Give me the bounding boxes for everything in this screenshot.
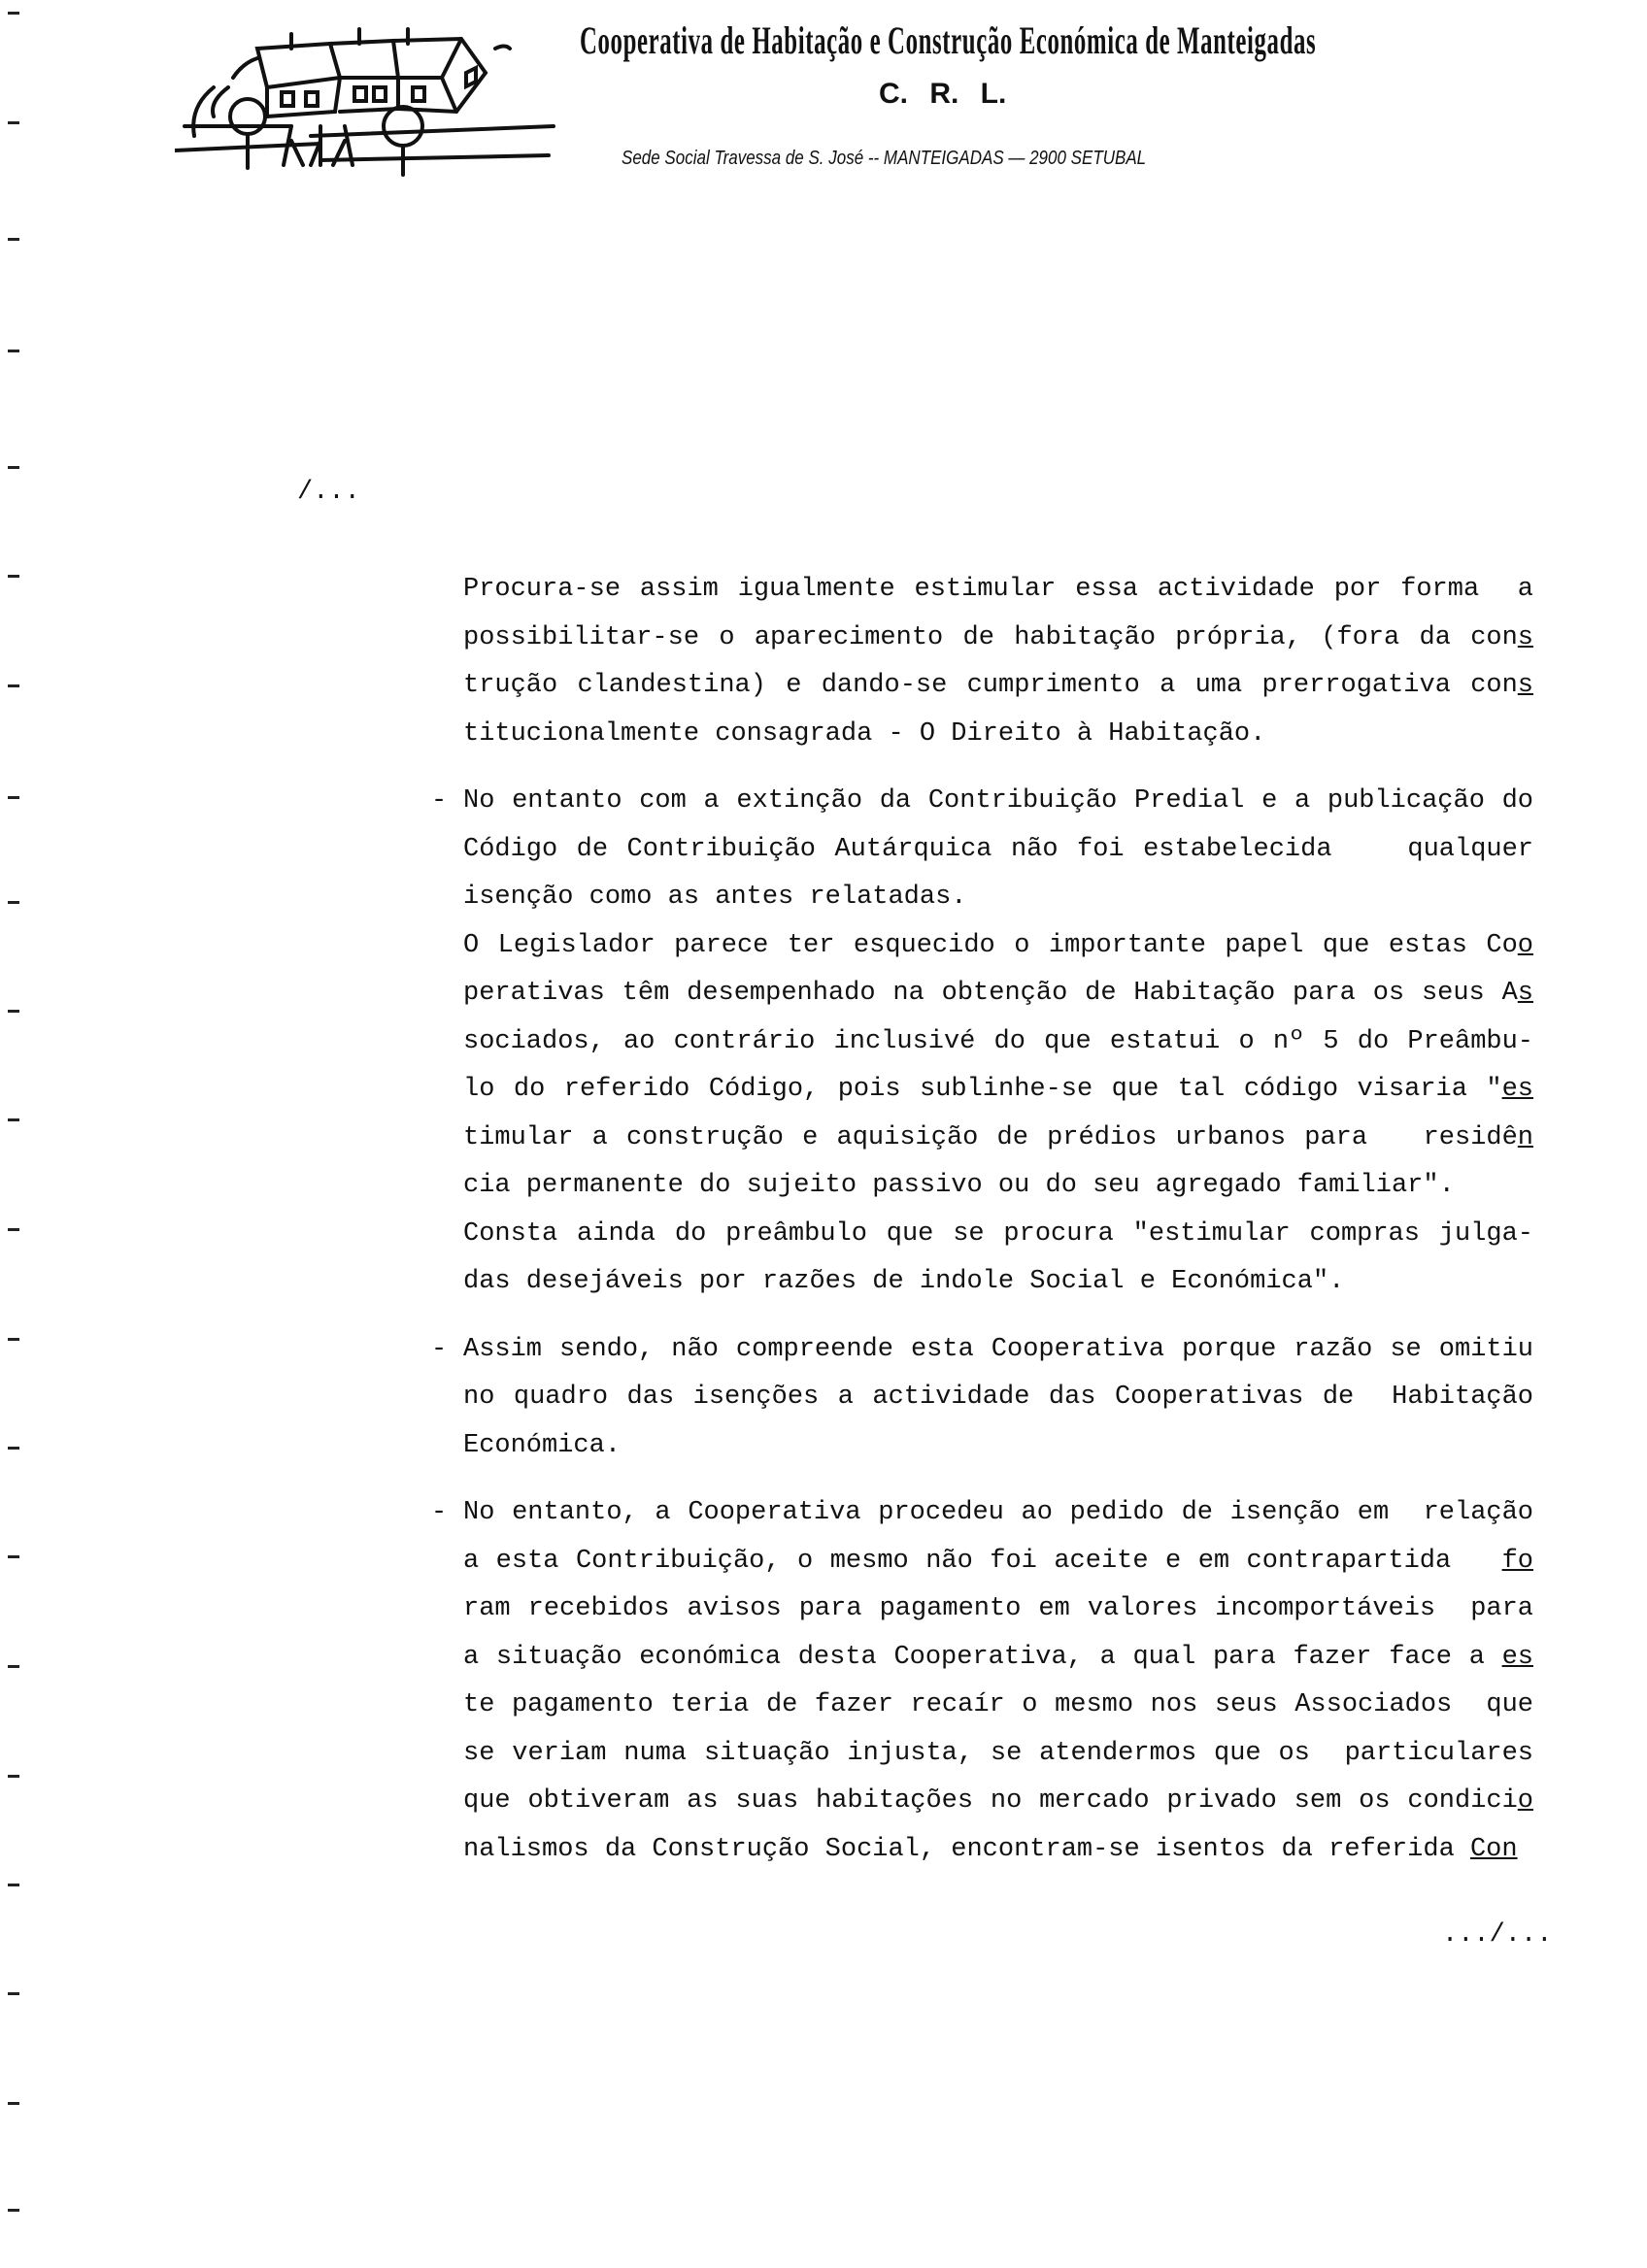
- text-line: perativas têm desempenhado na obtenção de Habitação para os seus As: [463, 979, 1533, 1008]
- underlined-syllable: es: [1501, 1075, 1533, 1104]
- organization-name: Cooperativa de Habitação e Construção Económica de Manteigadas: [580, 18, 1317, 62]
- paragraph: [431, 1489, 1533, 1874]
- underlined-syllable: s: [1517, 622, 1533, 652]
- underlined-syllable: es: [1501, 1642, 1533, 1672]
- text-line: trução clandestina) e dando-se cumprimento a uma prerrogativa cons: [463, 671, 1533, 700]
- paragraph: [431, 1326, 1533, 1471]
- text-line: das desejáveis por razões de indole Social e Económica".: [463, 1267, 1345, 1296]
- margin-mark: [8, 1447, 19, 1450]
- margin-mark: [8, 350, 19, 352]
- text-line: cia permanente do sujeito passivo ou do seu agregado familiar".: [463, 1171, 1455, 1200]
- paragraph: [463, 566, 1533, 758]
- margin-mark: [8, 1992, 19, 1995]
- organization-address: Sede Social Travessa de S. José -- MANTEIGADAS — 2900 SETUBAL: [622, 148, 1147, 169]
- underlined-syllable: n: [1517, 1122, 1533, 1152]
- continuation-marker-bottom: .../...: [1442, 1920, 1553, 1950]
- underlined-syllable: s: [1517, 979, 1533, 1008]
- margin-mark: [8, 901, 19, 904]
- text-line: isenção como as antes relatadas.: [463, 883, 967, 912]
- margin-mark: [8, 238, 19, 241]
- underlined-syllable: o: [1517, 930, 1533, 960]
- cooperative-logo-houses-icon: [175, 19, 563, 184]
- paragraph: [431, 778, 1533, 1307]
- text-line: sociados, ao contrário inclusivé do que estatui o nº 5 do Preâmbu-: [463, 1026, 1533, 1056]
- text-line: O Legislador parece ter esquecido o importante papel que estas Coo: [463, 930, 1533, 960]
- margin-mark: [8, 121, 19, 124]
- text-line: lo do referido Código, pois sublinhe-se que tal código visaria "es: [463, 1075, 1533, 1104]
- margin-mark: [8, 1228, 19, 1231]
- text-line: Código de Contribuição Autárquica não foi estabelecida qualquer: [463, 834, 1533, 864]
- margin-mark: [8, 1010, 19, 1013]
- margin-mark: [8, 1884, 19, 1886]
- margin-mark: [8, 796, 19, 799]
- underlined-syllable: s: [1517, 671, 1533, 700]
- text-line: No entanto com a extinção da Contribuição Predial e a publicação do: [463, 786, 1533, 816]
- underlined-syllable: fo: [1501, 1546, 1533, 1576]
- continuation-marker-top: /...: [297, 478, 360, 507]
- margin-mark: [8, 1665, 19, 1668]
- text-line: Consta ainda do preâmbulo que se procura "estimular compras julga-: [463, 1218, 1533, 1249]
- margin-mark: [8, 2102, 19, 2105]
- margin-mark: [8, 1555, 19, 1558]
- margin-mark: [8, 466, 19, 469]
- margin-mark: [8, 1118, 19, 1121]
- text-line: ram recebidos avisos para pagamento em valores incomportáveis para: [463, 1594, 1533, 1623]
- text-line: titucionalmente consagrada - O Direito à Habitação.: [463, 718, 1266, 749]
- margin-mark: [8, 12, 19, 15]
- text-line: Assim sendo, não compreende esta Cooperativa porque razão se omitiu: [463, 1334, 1533, 1364]
- text-line: No entanto, a Cooperativa procedeu ao pedido de isenção em relação: [463, 1498, 1533, 1527]
- letter-body: [431, 566, 1533, 1893]
- bullet-dash: -: [431, 786, 448, 816]
- margin-mark: [8, 1338, 19, 1341]
- underlined-syllable: Con: [1469, 1834, 1518, 1864]
- underlined-syllable: o: [1517, 1786, 1533, 1816]
- organization-suffix: C. R. L.: [879, 78, 1007, 110]
- bullet-dash: -: [431, 1334, 448, 1364]
- text-line: a esta Contribuição, o mesmo não foi aceite e em contrapartida fo: [463, 1546, 1533, 1576]
- text-line: nalismos da Construção Social, encontram-se isentos da referida Con: [463, 1834, 1518, 1864]
- text-line: Procura-se assim igualmente estimular essa actividade por forma a: [463, 575, 1533, 604]
- text-line: se veriam numa situação injusta, se atendermos que os particulares: [463, 1738, 1533, 1768]
- text-line: Económica.: [463, 1430, 622, 1460]
- text-line: a situação económica desta Cooperativa, a qual para fazer face a es: [463, 1642, 1533, 1672]
- text-line: que obtiveram as suas habitações no mercado privado sem os condicio: [463, 1786, 1533, 1816]
- margin-mark: [8, 684, 19, 687]
- text-line: te pagamento teria de fazer recaír o mesmo nos seus Associados que: [463, 1690, 1533, 1719]
- margin-mark: [8, 575, 19, 578]
- text-line: no quadro das isenções a actividade das Cooperativas de Habitação: [463, 1383, 1533, 1412]
- bullet-dash: -: [431, 1498, 448, 1527]
- margin-mark: [8, 1775, 19, 1778]
- text-line: timular a construção e aquisição de prédios urbanos para residên: [463, 1122, 1533, 1152]
- margin-mark: [8, 2209, 19, 2212]
- text-line: possibilitar-se o aparecimento de habitação própria, (fora da cons: [463, 622, 1533, 652]
